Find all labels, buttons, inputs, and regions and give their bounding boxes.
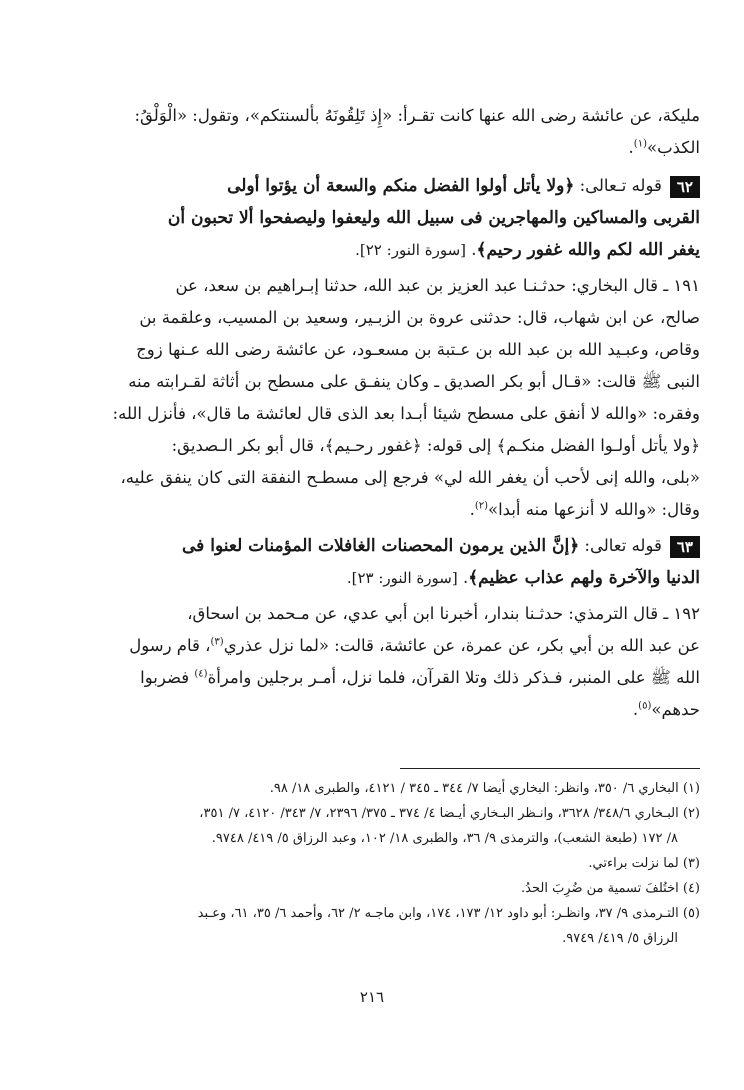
verse-text: يغفر الله لكم والله غفور رحيم﴾ — [476, 240, 700, 260]
section-number-badge: ٦٢ — [670, 176, 700, 198]
text-line: ١٩١ ـ قال البخاري: حدثـنـا عبد العزيز بن عبد الله، حدثنا إبـراهيم بن سعد، عن — [175, 276, 700, 295]
text-line — [64, 630, 700, 662]
page-body — [64, 100, 700, 726]
text-line: حدهم»$^{(٥)}$. — [632, 700, 700, 719]
text-line: «بلى، والله إنى لأحب أن يغفر الله لي» فرجع إلى مسطـح النفقة التى كان ينفق عليه، — [120, 468, 700, 487]
text-line: ﴿ولا يأتل أولـوا الفضل منكـم﴾ إلى قوله: ﴿غفور رحـيم﴾، قال أبو بكر الـصديق: — [171, 436, 700, 455]
page-number: ٢١٦ — [359, 988, 385, 1006]
footnote-marker: (٤) — [194, 668, 208, 680]
footnote: (٣) لما نزلت براءتي. — [588, 856, 700, 871]
text-fragment: ، قام رسول — [129, 636, 211, 655]
text-line: ١٩٢ ـ قال الترمذي: حدثـنا بندار، أخبرنا ابن أبي عدي، عن مـحمد بن اسحاق، — [187, 604, 700, 623]
footnote-continuation: الرزاق ٥/ ٤١٩/ ٩٧٤٩. — [562, 931, 678, 946]
footnote: (١) البخاري ٦/ ٣٥٠، وانظر: البخاري أيضا ٧/ ٣٤٤ ـ ٣٤٥ / ٤١٢١، والطبرى ١٨/ ٩٨. — [269, 781, 700, 796]
section-intro: قوله تعالى: — [584, 536, 662, 555]
footnote-marker: (٥) — [638, 700, 652, 712]
verse-line: الدنيا والآخرة ولهم عذاب عظيم﴾. [سورة النور: ٢٣]. — [346, 568, 700, 588]
footnote-separator — [400, 768, 700, 769]
footnote-marker: (٢) — [474, 500, 488, 512]
footnote: (٥) التـرمذى ٩/ ٣٧، وانظـر: أبو داود ١٢/ ١٧٣، ١٧٤، وابن ماجـه ٢/ ٦٢، وأحمد ٦/ ٣٥، ٦١، وعـبد — [197, 906, 700, 921]
text-fragment: الله ﷺ على المنبر، فـذكر ذلك وتلا القرآن، فلما نزل، أمـر برجلين وامرأة — [207, 668, 700, 687]
text-fragment: حدهم» — [651, 700, 700, 719]
text-line — [64, 662, 700, 694]
surah-reference: [سورة النور: ٢٢]. — [355, 241, 466, 259]
text-line: وفقره: «والله لا أنفق على مسطح شيئا أبـدا بعد الذى قال لعائشة ما قال»، فأنزل الله: — [112, 404, 700, 423]
verse-text: ﴿إنَّ الذين يرمون المحصنات الغافلات المؤمنات لعنوا فى — [182, 536, 580, 556]
surah-reference: [سورة النور: ٢٣]. — [346, 569, 458, 587]
text-fragment: وقال: «والله لا أنزعها منه أبدا» — [488, 500, 700, 519]
text-line: الكذب»$^{(١)}$. — [628, 138, 700, 157]
text-line: صالح، عن ابن شهاب، قال: حدثنى عروة بن الزبـير، وسعيد بن المسيب، وعلقمة بن — [139, 308, 700, 327]
footnote-continuation: ٨/ ١٧٢ (طبعة الشعب)، والترمذى ٩/ ٣٦، والطبرى ١٨/ ١٠٢، وعبد الرزاق ٥/ ٤١٩/ ٩٧٤٨. — [211, 831, 678, 846]
footnote: (٢) البـخاري ٣٤٨/٦/ ٣٦٢٨، وانـظر البـخاري أيـضا ٤/ ٣٧٤ ـ ٣٧٥/ ٢٣٩٦، ٧/ ٣٤٣/ ٤١٢٠، ٧/ ٣٥١، — [199, 806, 700, 821]
verse-text: القربى والمساكين والمهاجرين فى سبيل الله وليعفوا وليصفحوا ألا تحبون أن — [167, 208, 700, 228]
verse-line: يغفر الله لكم والله غفور رحيم﴾. [سورة النور: ٢٢]. — [355, 240, 700, 260]
footnote-marker: (٣) — [210, 636, 224, 648]
text-line: النبى ﷺ قالت: «قـال أبو بكر الصديق ـ وكان ينفـق على مسطح بن أثاثة لقـرابته منه — [128, 372, 700, 391]
section-heading-62 — [64, 170, 700, 202]
footnote-marker: (١) — [633, 138, 647, 150]
section-heading-63 — [64, 530, 700, 562]
verse-text: ﴿ولا يأتل أولوا الفضل منكم والسعة أن يؤتوا أولى — [227, 176, 575, 196]
footnotes — [64, 776, 700, 951]
text-fragment: عن عبد الله بن أبي بكر، عن عمرة، عن عائشة، قالت: «لما نزل عذري — [223, 636, 700, 655]
text-line: وقاص، وعبـيد الله بن عبد الله بن عـتبة بن مسعـود، عن عائشة رضى الله عـنها زوج — [136, 340, 700, 359]
text-fragment: الكذب» — [646, 138, 700, 157]
section-number-badge: ٦٣ — [670, 536, 700, 558]
text-fragment: فضربوا — [140, 668, 195, 687]
section-intro: قوله تـعالى: — [579, 176, 662, 195]
text-line: وقال: «والله لا أنزعها منه أبدا»$^{(٢)}$. — [469, 500, 700, 519]
footnote: (٤) اختُلفَ تسمية من ضُرِبَ الحدُ. — [521, 881, 700, 896]
text-line: مليكة، عن عائشة رضى الله عنها كانت تقـرأ: «إِذ تَلِقُونَهُ بألسنتكم»، وتقول: «الْوَلْقُ: — [134, 106, 700, 125]
verse-text: الدنيا والآخرة ولهم عذاب عظيم﴾ — [468, 568, 700, 588]
